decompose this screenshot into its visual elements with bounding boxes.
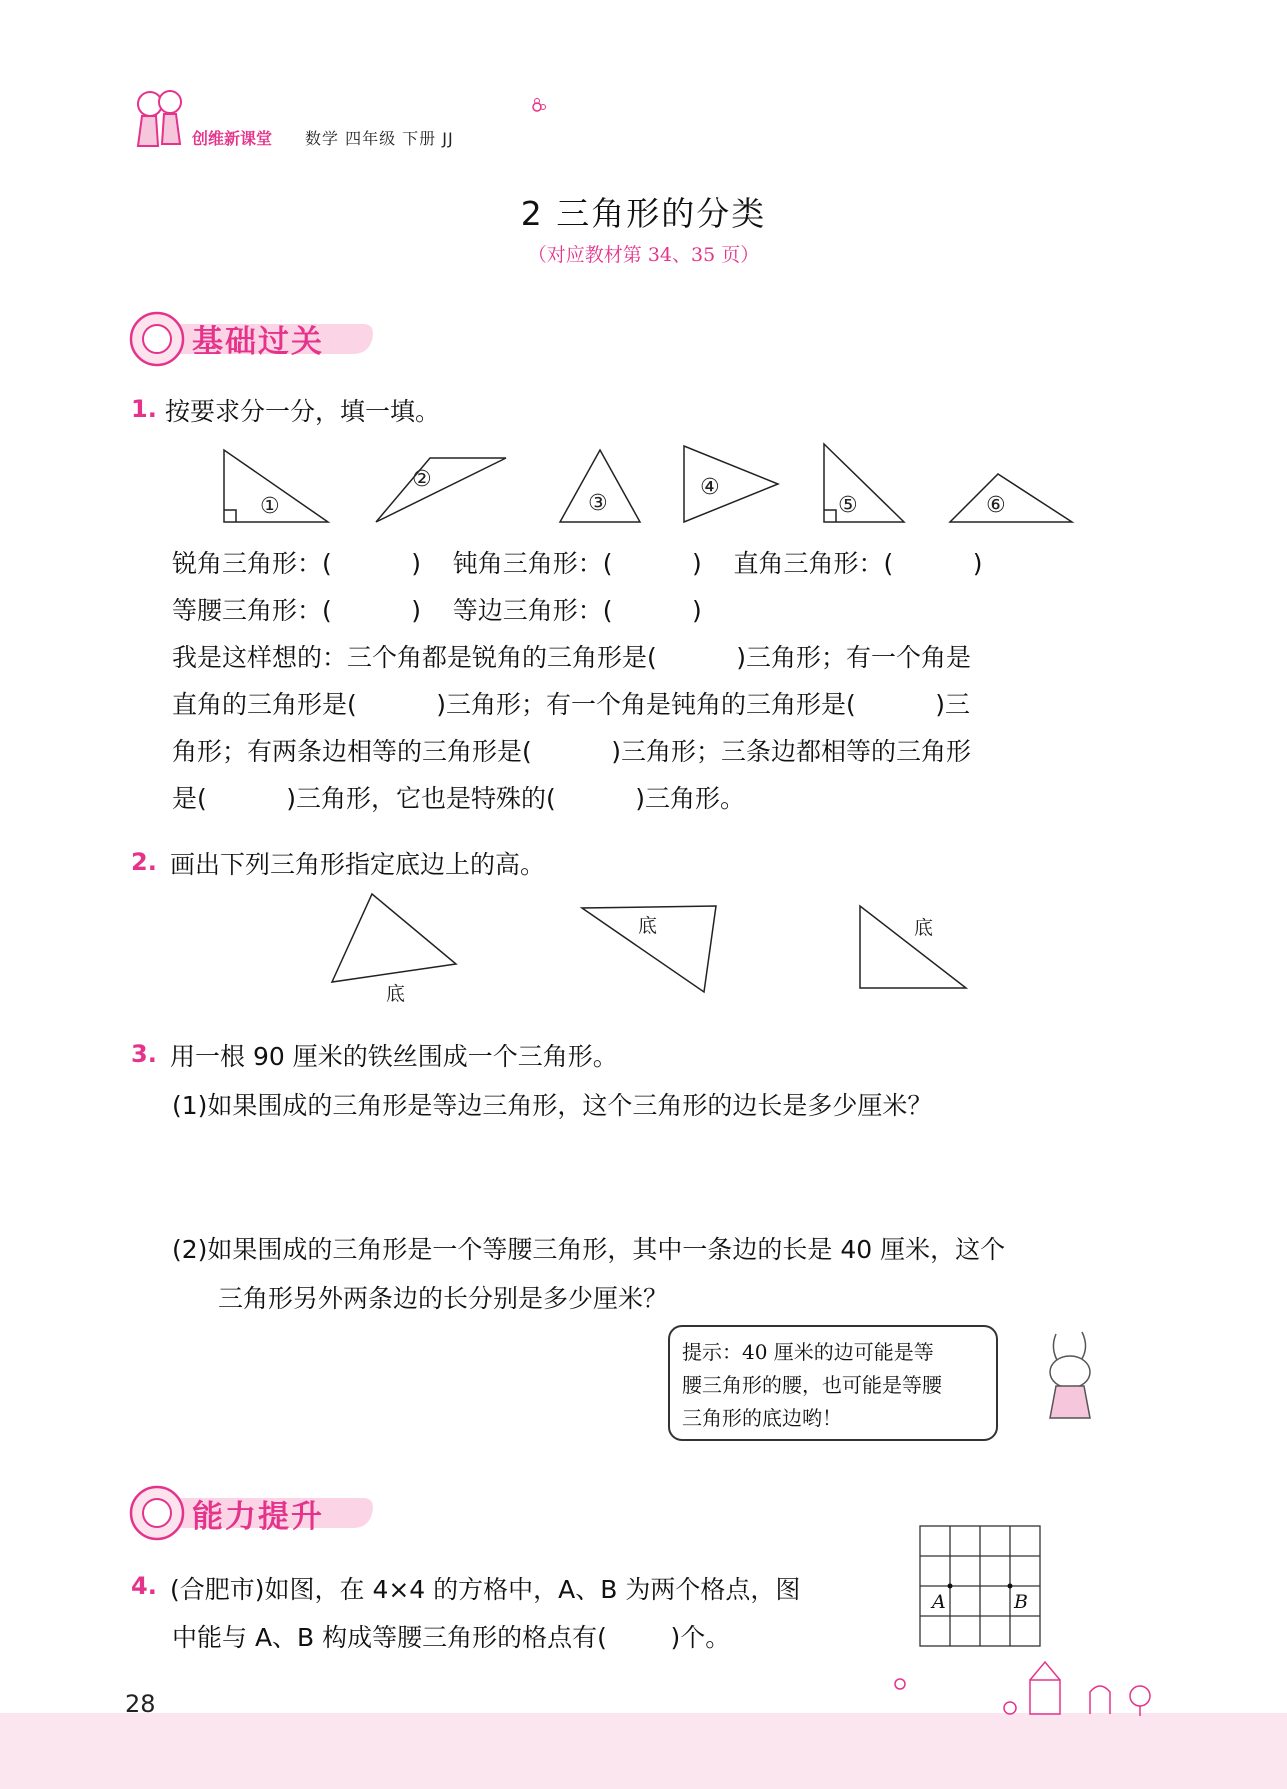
textbook-reference: （对应教材第 34、35 页） bbox=[527, 244, 760, 266]
altitude-triangle-3 bbox=[860, 906, 966, 988]
q1-classify-line-1: 锐角三角形：( ) 钝角三角形：( ) 直角三角形：( ) bbox=[172, 549, 983, 578]
triangle-label-3: ③ bbox=[588, 491, 608, 516]
page-number: 28 bbox=[125, 1690, 156, 1718]
question-prompt-1: 按要求分一分，填一填。 bbox=[165, 397, 441, 426]
section-title-advanced: 能力提升 bbox=[192, 1499, 324, 1535]
q3-part-2-line-1: (2)如果围成的三角形是一个等腰三角形，其中一条边的长是 40 厘米，这个 bbox=[172, 1235, 1006, 1264]
hint-bubble bbox=[668, 1325, 998, 1441]
altitude-triangle-1 bbox=[332, 894, 456, 982]
question-number-4: 4. bbox=[131, 1572, 157, 1600]
q1-reason-line-2: 直角的三角形是( )三角形；有一个角是钝角的三角形是( )三 bbox=[172, 690, 970, 719]
grid-label-b: B bbox=[1014, 1591, 1028, 1613]
altitude-triangles-figure bbox=[320, 888, 980, 1008]
lesson-title: 2 三角形的分类 bbox=[520, 194, 767, 233]
section-title-basic: 基础过关 bbox=[192, 324, 324, 360]
base-label-1: 底 bbox=[386, 983, 406, 1005]
q3-part-1: (1)如果围成的三角形是等边三角形，这个三角形的边长是多少厘米？ bbox=[172, 1091, 933, 1120]
triangle-5 bbox=[824, 444, 904, 522]
flower-icon bbox=[528, 98, 546, 116]
book-info: 数学 四年级 下册 JJ bbox=[305, 129, 454, 148]
triangle-6 bbox=[950, 474, 1072, 522]
question-number-3: 3. bbox=[131, 1040, 157, 1068]
question-number-2: 2. bbox=[131, 848, 157, 876]
hint-line-2: 腰三角形的腰，也可能是等腰 bbox=[682, 1373, 942, 1397]
question-number-1: 1. bbox=[131, 395, 157, 423]
q1-reason-line-3: 角形；有两条边相等的三角形是( )三角形；三条边都相等的三角形 bbox=[172, 737, 971, 766]
q4-line-2: 中能与 A、B 构成等腰三角形的格点有( )个。 bbox=[172, 1623, 731, 1652]
bunny-mascot-illustration bbox=[1030, 1328, 1110, 1428]
footer-band bbox=[0, 1713, 1287, 1789]
hint-line-3: 三角形的底边哟！ bbox=[682, 1406, 842, 1430]
brand-name: 创维新课堂 bbox=[192, 129, 273, 148]
triangle-2 bbox=[376, 458, 506, 522]
base-label-3: 底 bbox=[914, 917, 934, 939]
q3-part-2-line-2: 三角形另外两条边的长分别是多少厘米？ bbox=[218, 1284, 669, 1313]
q1-classify-line-2: 等腰三角形：( ) 等边三角形：( ) bbox=[172, 596, 702, 625]
hint-line-1: 提示：40 厘米的边可能是等 bbox=[682, 1340, 934, 1364]
triangle-label-5: ⑤ bbox=[838, 493, 858, 518]
castle-decoration-illustration bbox=[990, 1650, 1170, 1720]
q1-reason-line-4: 是( )三角形，它也是特殊的( )三角形。 bbox=[172, 784, 745, 813]
triangle-label-4: ④ bbox=[700, 475, 720, 500]
q4-line-1: (合肥市)如图，在 4×4 的方格中，A、B 为两个格点，图 bbox=[170, 1575, 801, 1604]
question-prompt-2: 画出下列三角形指定底边上的高。 bbox=[170, 850, 546, 879]
triangle-label-1: ① bbox=[260, 494, 280, 519]
triangle-4 bbox=[684, 446, 778, 522]
flower-decoration-icon bbox=[890, 1674, 910, 1694]
grid-point-b bbox=[1008, 1584, 1013, 1589]
header-kids-illustration bbox=[128, 84, 190, 156]
grid-label-a: A bbox=[932, 1591, 946, 1613]
question-prompt-3: 用一根 90 厘米的铁丝围成一个三角形。 bbox=[170, 1042, 618, 1071]
triangles-figure bbox=[210, 438, 1080, 528]
triangle-label-6: ⑥ bbox=[986, 493, 1006, 518]
base-label-2: 底 bbox=[638, 915, 658, 937]
grid-point-a bbox=[948, 1584, 953, 1589]
grid-figure bbox=[918, 1524, 1042, 1650]
q1-reason-line-1: 我是这样想的：三个角都是锐角的三角形是( )三角形；有一个角是 bbox=[172, 643, 971, 672]
triangle-label-2: ② bbox=[412, 467, 432, 492]
